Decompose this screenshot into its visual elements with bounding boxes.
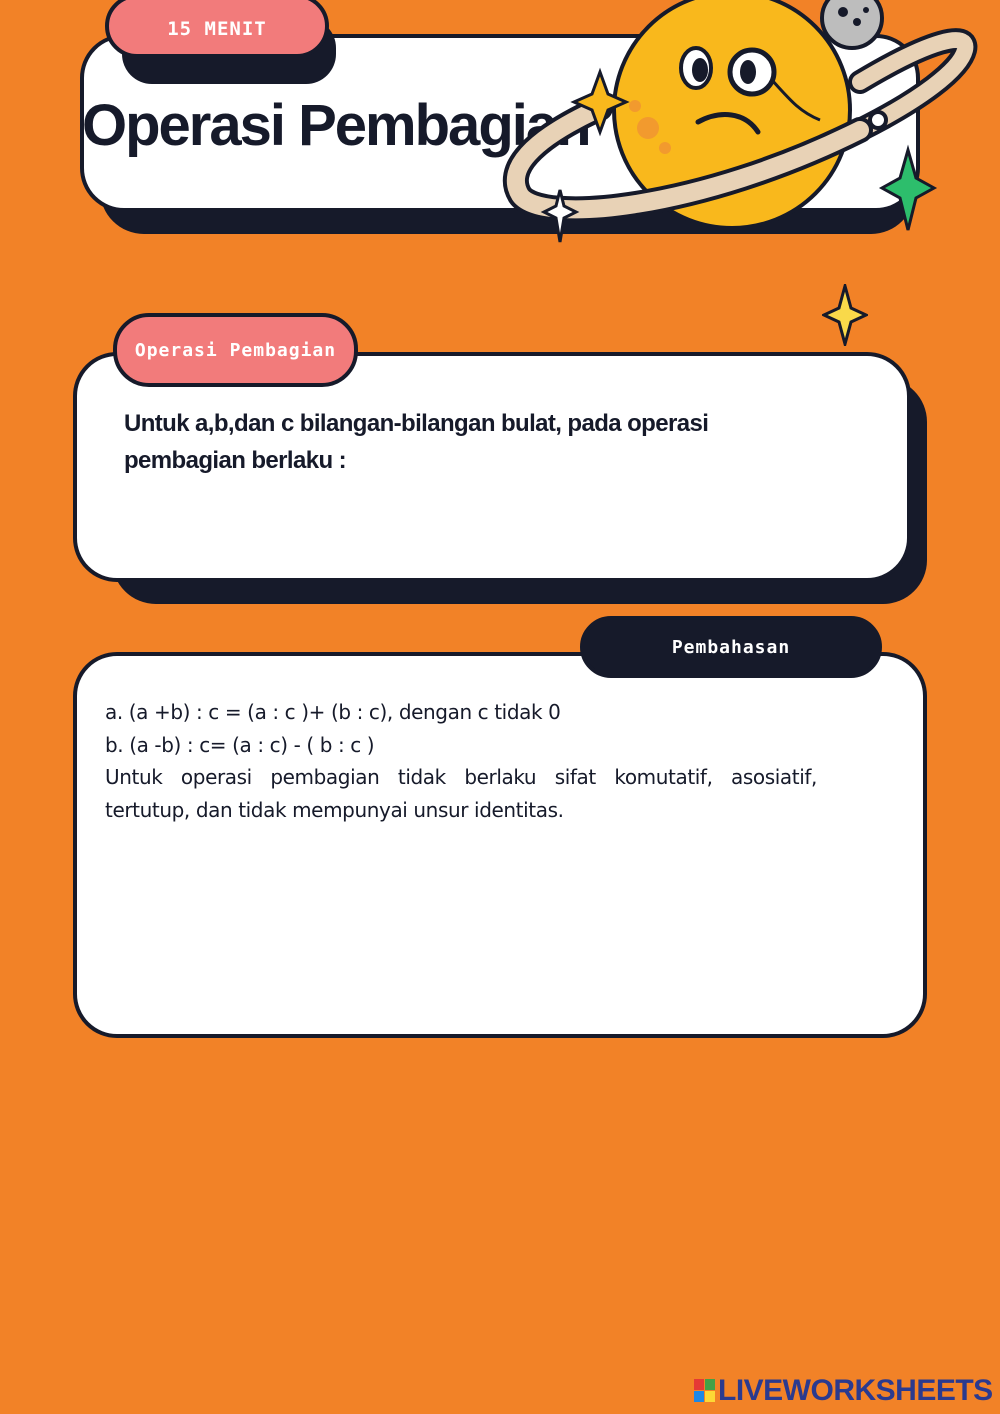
planet-illustration xyxy=(500,0,980,245)
discussion-section-tab-label: Pembahasan xyxy=(671,636,791,658)
liveworksheets-logo-text: LIVEWORKSHEETS xyxy=(718,1374,993,1407)
page-title: Operasi Pembagian xyxy=(82,93,590,158)
time-badge-label: 15 MENIT xyxy=(167,18,267,40)
intro-section-tab-label: Operasi Pembagian xyxy=(134,339,337,361)
intro-section-tab xyxy=(113,313,358,387)
liveworksheets-logo xyxy=(694,1374,993,1408)
moon-icon xyxy=(822,0,882,48)
intro-text: Untuk a,b,dan c bilangan-bilangan bulat, pada operasi pembagian berlaku : xyxy=(124,410,709,474)
rule-a: a. (a +b) : c = (a : c )+ (b : c), dengan c tidak 0 xyxy=(105,700,561,724)
sparkle-icon xyxy=(822,284,868,346)
discussion-body xyxy=(105,696,817,826)
liveworksheets-logo-icon xyxy=(694,1379,716,1403)
explanation-paragraph: Untuk operasi pembagian tidak berlaku sifat komutatif, asosiatif, tertutup, dan tidak mempunyai unsur identitas. xyxy=(105,765,817,822)
discussion-section-tab xyxy=(580,616,882,678)
rule-b: b. (a -b) : c= (a : c) - ( b : c ) xyxy=(105,732,375,757)
time-badge xyxy=(105,0,329,58)
